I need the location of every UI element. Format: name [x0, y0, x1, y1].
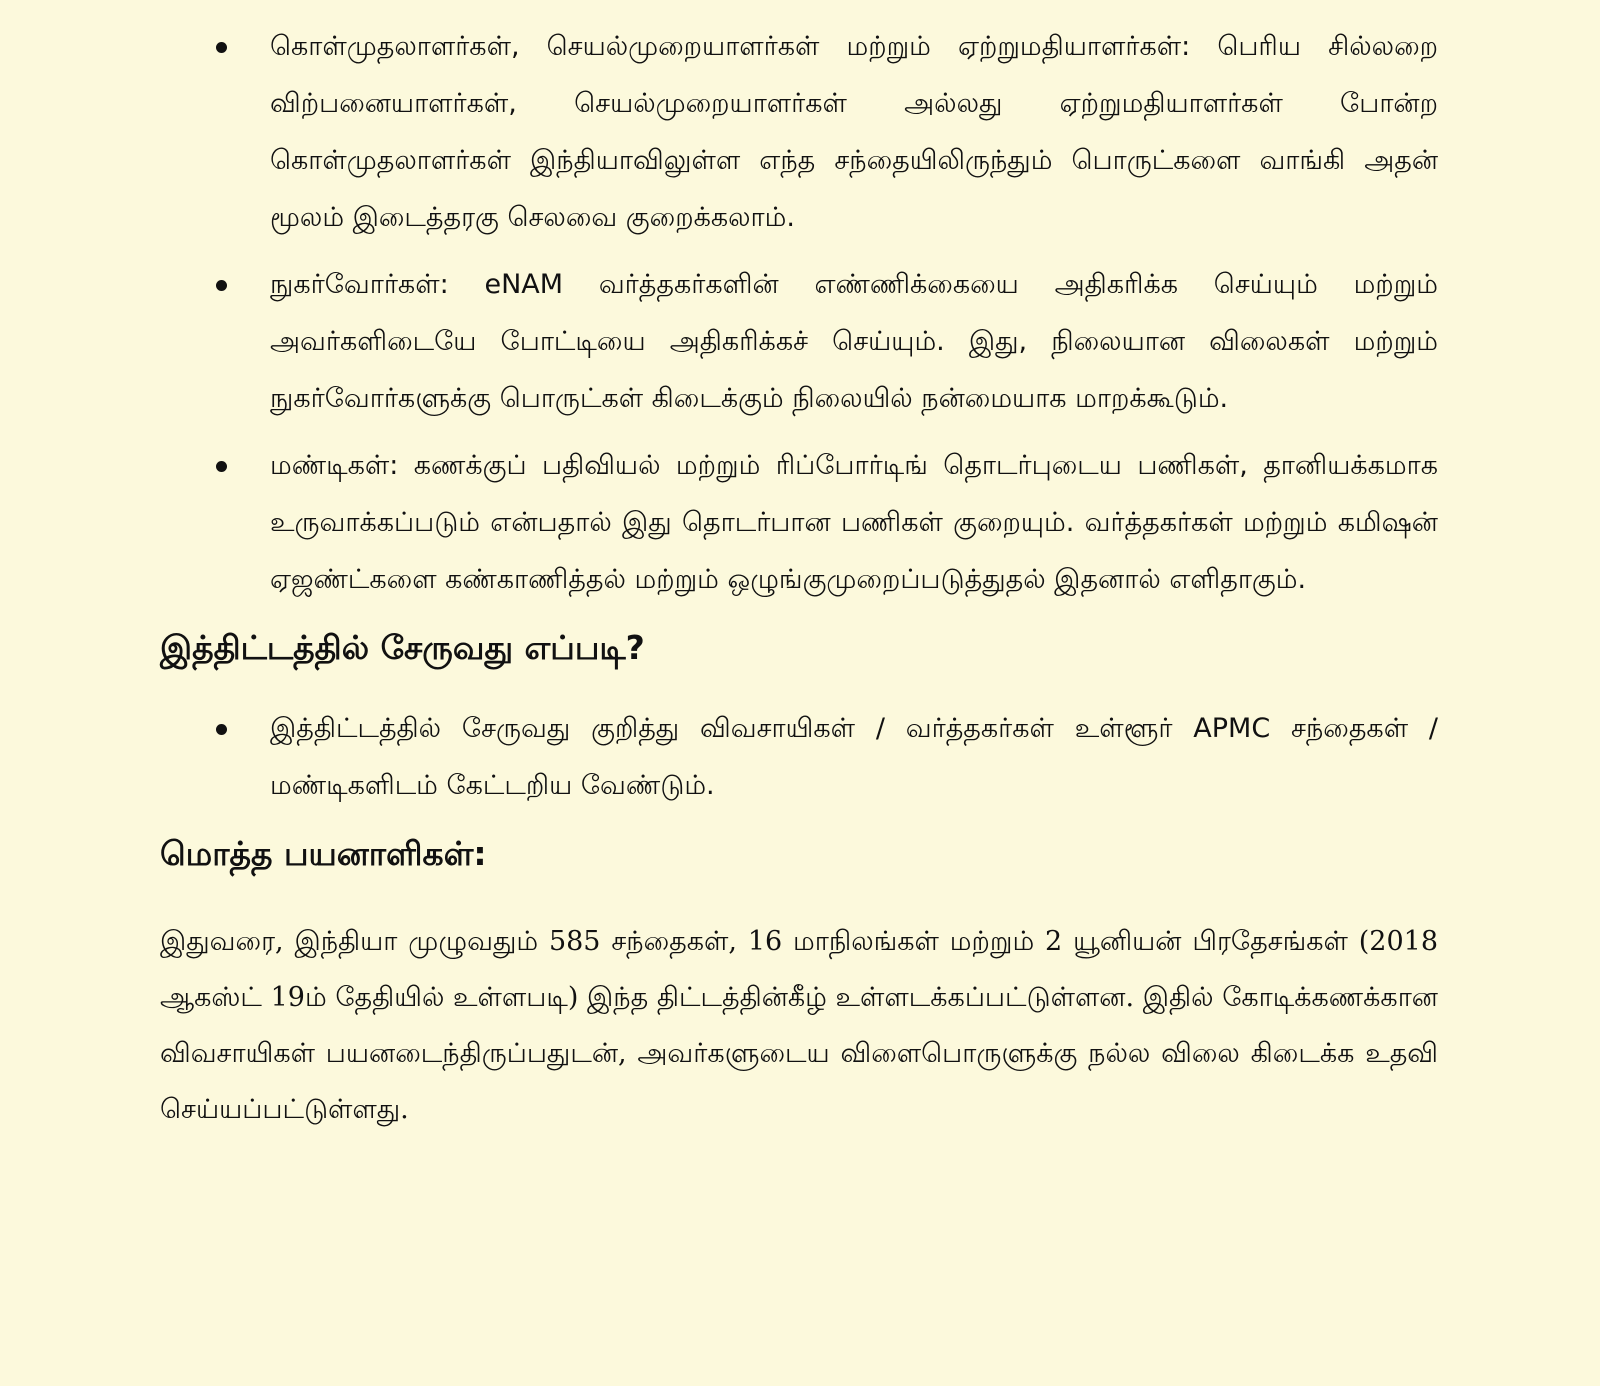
- bullet-point-icon: [216, 280, 227, 291]
- benefits-bullet-list: [212, 18, 1438, 608]
- join-bullet-list: [212, 700, 1438, 814]
- bullet-point-icon: [216, 724, 227, 735]
- beneficiaries-paragraph: இதுவரை, இந்தியா முழுவதும் 585 சந்தைகள், 16 மாநிலங்கள் மற்றும் 2 யூனியன் பிரதேசங்கள் (2018 ஆகஸ்ட் 19ம் தேதியில் உள்ளபடி) இந்த திட்டத்தின்கீழ் உள்ளடக்கப்பட்டுள்ளன. இதில் கோடிக்கணக்கான விவசாயிகள் பயனடைந்திருப்பதுடன், அவர்களுடைய விளைபொருளுக்கு நல்ல விலை கிடைக்க உதவி செய்யப்பட்டுள்ளது.: [160, 926, 1438, 1125]
- bullet-item-mandis: [212, 437, 1438, 608]
- heading-total-beneficiaries: மொத்த பயனாளிகள்:: [160, 834, 487, 873]
- bullet-text: இத்திட்டத்தில் சேருவது குறித்து விவசாயிகள் / வர்த்தகர்கள் உள்ளூர் APMC சந்தைகள் / மண்டிகளிடம் கேட்டறிய வேண்டும்.: [270, 713, 1438, 801]
- bullet-point-icon: [216, 461, 227, 472]
- heading-how-to-join: இத்திட்டத்தில் சேருவது எப்படி?: [160, 628, 645, 667]
- bullet-item-consumers: [212, 256, 1438, 427]
- bullet-item-buyers: [212, 18, 1438, 246]
- bullet-text: மண்டிகள்: கணக்குப் பதிவியல் மற்றும் ரிப்போர்டிங் தொடர்புடைய பணிகள், தானியக்கமாக உருவாக்கப்படும் என்பதால் இது தொடர்பான பணிகள் குறையும். வர்த்தகர்கள் மற்றும் கமிஷன் ஏஜண்ட்களை கண்காணித்தல் மற்றும் ஒழுங்குமுறைப்படுத்துதல் இதனால் எளிதாகும்.: [270, 450, 1438, 595]
- bullet-point-icon: [216, 42, 227, 53]
- bullet-text: கொள்முதலாளர்கள், செயல்முறையாளர்கள் மற்றும் ஏற்றுமதியாளர்கள்: பெரிய சில்லறை விற்பனையாளர்கள், செயல்முறையாளர்கள் அல்லது ஏற்றுமதியாளர்கள் போன்ற கொள்முதலாளர்கள் இந்தியாவிலுள்ள எந்த சந்தையிலிருந்தும் பொருட்களை வாங்கி அதன் மூலம் இடைத்தரகு செலவை குறைக்கலாம்.: [270, 31, 1438, 233]
- bullet-text: நுகர்வோர்கள்: eNAM வர்த்தகர்களின் எண்ணிக்கையை அதிகரிக்க செய்யும் மற்றும் அவர்களிடையே போட்டியை அதிகரிக்கச் செய்யும். இது, நிலையான விலைகள் மற்றும் நுகர்வோர்களுக்கு பொருட்கள் கிடைக்கும் நிலையில் நன்மையாக மாறக்கூடும்.: [270, 269, 1438, 414]
- bullet-item-join: [212, 700, 1438, 814]
